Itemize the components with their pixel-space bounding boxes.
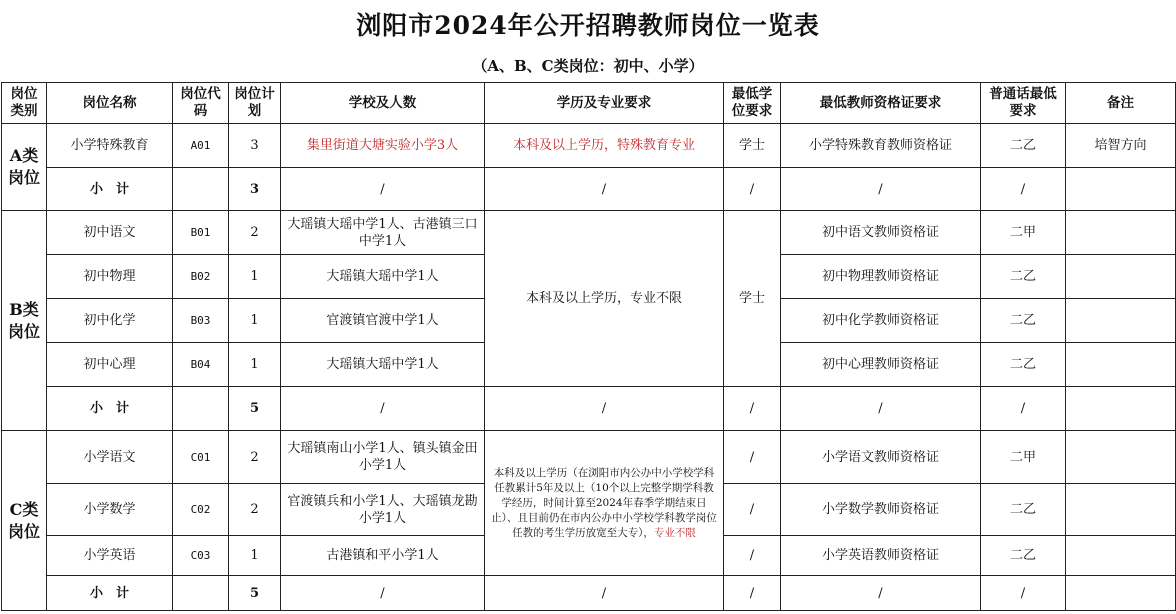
- slash-cell: /: [724, 168, 781, 211]
- page-subtitle: （A、B、C类岗位：初中、小学）: [472, 56, 704, 75]
- empty-cell: [1066, 168, 1176, 211]
- code-cell: C03: [173, 536, 229, 576]
- header-code: 岗位代码: [173, 83, 229, 124]
- header-education: 学历及专业要求: [485, 83, 724, 124]
- school-cell: 官渡镇官渡中学1人: [281, 299, 485, 343]
- slash-cell: /: [485, 387, 724, 431]
- certificate-cell: 初中物理教师资格证: [781, 255, 981, 299]
- header-certificate: 最低教师资格证要求: [781, 83, 981, 124]
- certificate-cell: 初中化学教师资格证: [781, 299, 981, 343]
- mandarin-cell: 二乙: [981, 536, 1066, 576]
- empty-cell: [1066, 576, 1176, 611]
- mandarin-cell: 二乙: [981, 343, 1066, 387]
- table-row: [2, 124, 1176, 168]
- category-c: C类岗位: [2, 431, 47, 611]
- education-cell: 本科及以上学历，专业不限: [485, 211, 724, 387]
- plan-cell: 1: [229, 299, 281, 343]
- slash-cell: /: [281, 387, 485, 431]
- slash-cell: /: [981, 387, 1066, 431]
- mandarin-cell: 二甲: [981, 211, 1066, 255]
- school-cell: 集里街道大塘实验小学3人: [281, 124, 485, 168]
- header-degree: 最低学位要求: [724, 83, 781, 124]
- education-cell: [485, 431, 724, 576]
- position-cell: 小学特殊教育: [47, 124, 173, 168]
- position-cell: 小学语文: [47, 431, 173, 484]
- mandarin-cell: 二乙: [981, 484, 1066, 536]
- plan-cell: 1: [229, 343, 281, 387]
- position-cell: 初中物理: [47, 255, 173, 299]
- certificate-cell: 初中语文教师资格证: [781, 211, 981, 255]
- code-cell: B01: [173, 211, 229, 255]
- education-text: 本科及以上学历（在浏阳市内公办中小学校学科任教累计5年及以上（10个以上完整学期学科教学经历，时间计算至2024年春季学期结束日止）、且目前仍在市内公办中小学校学科教学岗位任教的考生学历放宽至大专），: [491, 466, 717, 539]
- school-cell: 官渡镇兵和小学1人、大瑶镇龙勘小学1人: [281, 484, 485, 536]
- header-position: 岗位名称: [47, 83, 173, 124]
- empty-cell: [173, 387, 229, 431]
- header-mandarin: 普通话最低要求: [981, 83, 1066, 124]
- category-a: A类岗位: [2, 124, 47, 211]
- slash-cell: /: [981, 576, 1066, 611]
- slash-cell: /: [724, 576, 781, 611]
- category-b: B类岗位: [2, 211, 47, 431]
- empty-cell: [1066, 387, 1176, 431]
- empty-cell: [173, 576, 229, 611]
- subtotal-label: 小 计: [47, 387, 173, 431]
- note-cell: [1066, 343, 1176, 387]
- mandarin-cell: 二乙: [981, 124, 1066, 168]
- slash-cell: /: [485, 576, 724, 611]
- empty-cell: [173, 168, 229, 211]
- plan-cell: 3: [229, 124, 281, 168]
- header-row: [2, 83, 1176, 124]
- subtotal-row: [2, 168, 1176, 211]
- position-cell: 初中心理: [47, 343, 173, 387]
- slash-cell: /: [281, 576, 485, 611]
- school-cell: 古港镇和平小学1人: [281, 536, 485, 576]
- note-cell: [1066, 484, 1176, 536]
- certificate-cell: 小学数学教师资格证: [781, 484, 981, 536]
- school-cell: 大瑶镇大瑶中学1人: [281, 255, 485, 299]
- position-cell: 小学数学: [47, 484, 173, 536]
- subtotal-label: 小 计: [47, 168, 173, 211]
- school-cell: 大瑶镇大瑶中学1人、古港镇三口中学1人: [281, 211, 485, 255]
- slash-cell: /: [781, 168, 981, 211]
- degree-cell: 学士: [724, 124, 781, 168]
- school-cell: 大瑶镇大瑶中学1人: [281, 343, 485, 387]
- header-plan: 岗位计划: [229, 83, 281, 124]
- code-cell: B03: [173, 299, 229, 343]
- position-cell: 初中化学: [47, 299, 173, 343]
- note-cell: [1066, 431, 1176, 484]
- code-cell: C02: [173, 484, 229, 536]
- slash-cell: /: [781, 576, 981, 611]
- plan-cell: 1: [229, 536, 281, 576]
- subtotal-value: 5: [229, 387, 281, 431]
- code-cell: B04: [173, 343, 229, 387]
- table-row: [2, 431, 1176, 484]
- header-note: 备注: [1066, 83, 1176, 124]
- table-row: [2, 211, 1176, 255]
- certificate-cell: 小学语文教师资格证: [781, 431, 981, 484]
- plan-cell: 1: [229, 255, 281, 299]
- subtotal-value: 3: [229, 168, 281, 211]
- slash-cell: /: [724, 387, 781, 431]
- plan-cell: 2: [229, 431, 281, 484]
- code-cell: C01: [173, 431, 229, 484]
- certificate-cell: 初中心理教师资格证: [781, 343, 981, 387]
- subtotal-row: [2, 576, 1176, 611]
- certificate-cell: 小学特殊教育教师资格证: [781, 124, 981, 168]
- position-cell: 初中语文: [47, 211, 173, 255]
- mandarin-cell: 二甲: [981, 431, 1066, 484]
- degree-cell: 学士: [724, 211, 781, 387]
- slash-cell: /: [781, 387, 981, 431]
- note-cell: [1066, 255, 1176, 299]
- mandarin-cell: 二乙: [981, 255, 1066, 299]
- education-cell: 本科及以上学历，特殊教育专业: [485, 124, 724, 168]
- subtotal-label: 小 计: [47, 576, 173, 611]
- subtotal-value: 5: [229, 576, 281, 611]
- note-cell: [1066, 299, 1176, 343]
- degree-cell: /: [724, 536, 781, 576]
- mandarin-cell: 二乙: [981, 299, 1066, 343]
- slash-cell: /: [981, 168, 1066, 211]
- code-cell: B02: [173, 255, 229, 299]
- plan-cell: 2: [229, 484, 281, 536]
- school-cell: 大瑶镇南山小学1人、镇头镇金田小学1人: [281, 431, 485, 484]
- slash-cell: /: [281, 168, 485, 211]
- degree-cell: /: [724, 431, 781, 484]
- plan-cell: 2: [229, 211, 281, 255]
- header-category: 岗位类别: [2, 83, 47, 124]
- positions-table: [1, 82, 1176, 611]
- education-highlight: 专业不限: [653, 526, 696, 539]
- code-cell: A01: [173, 124, 229, 168]
- position-cell: 小学英语: [47, 536, 173, 576]
- degree-cell: /: [724, 484, 781, 536]
- page-title: 浏阳市2024年公开招聘教师岗位一览表: [356, 11, 820, 40]
- subtotal-row: [2, 387, 1176, 431]
- note-cell: 培智方向: [1066, 124, 1176, 168]
- note-cell: [1066, 536, 1176, 576]
- note-cell: [1066, 211, 1176, 255]
- slash-cell: /: [485, 168, 724, 211]
- certificate-cell: 小学英语教师资格证: [781, 536, 981, 576]
- header-school: 学校及人数: [281, 83, 485, 124]
